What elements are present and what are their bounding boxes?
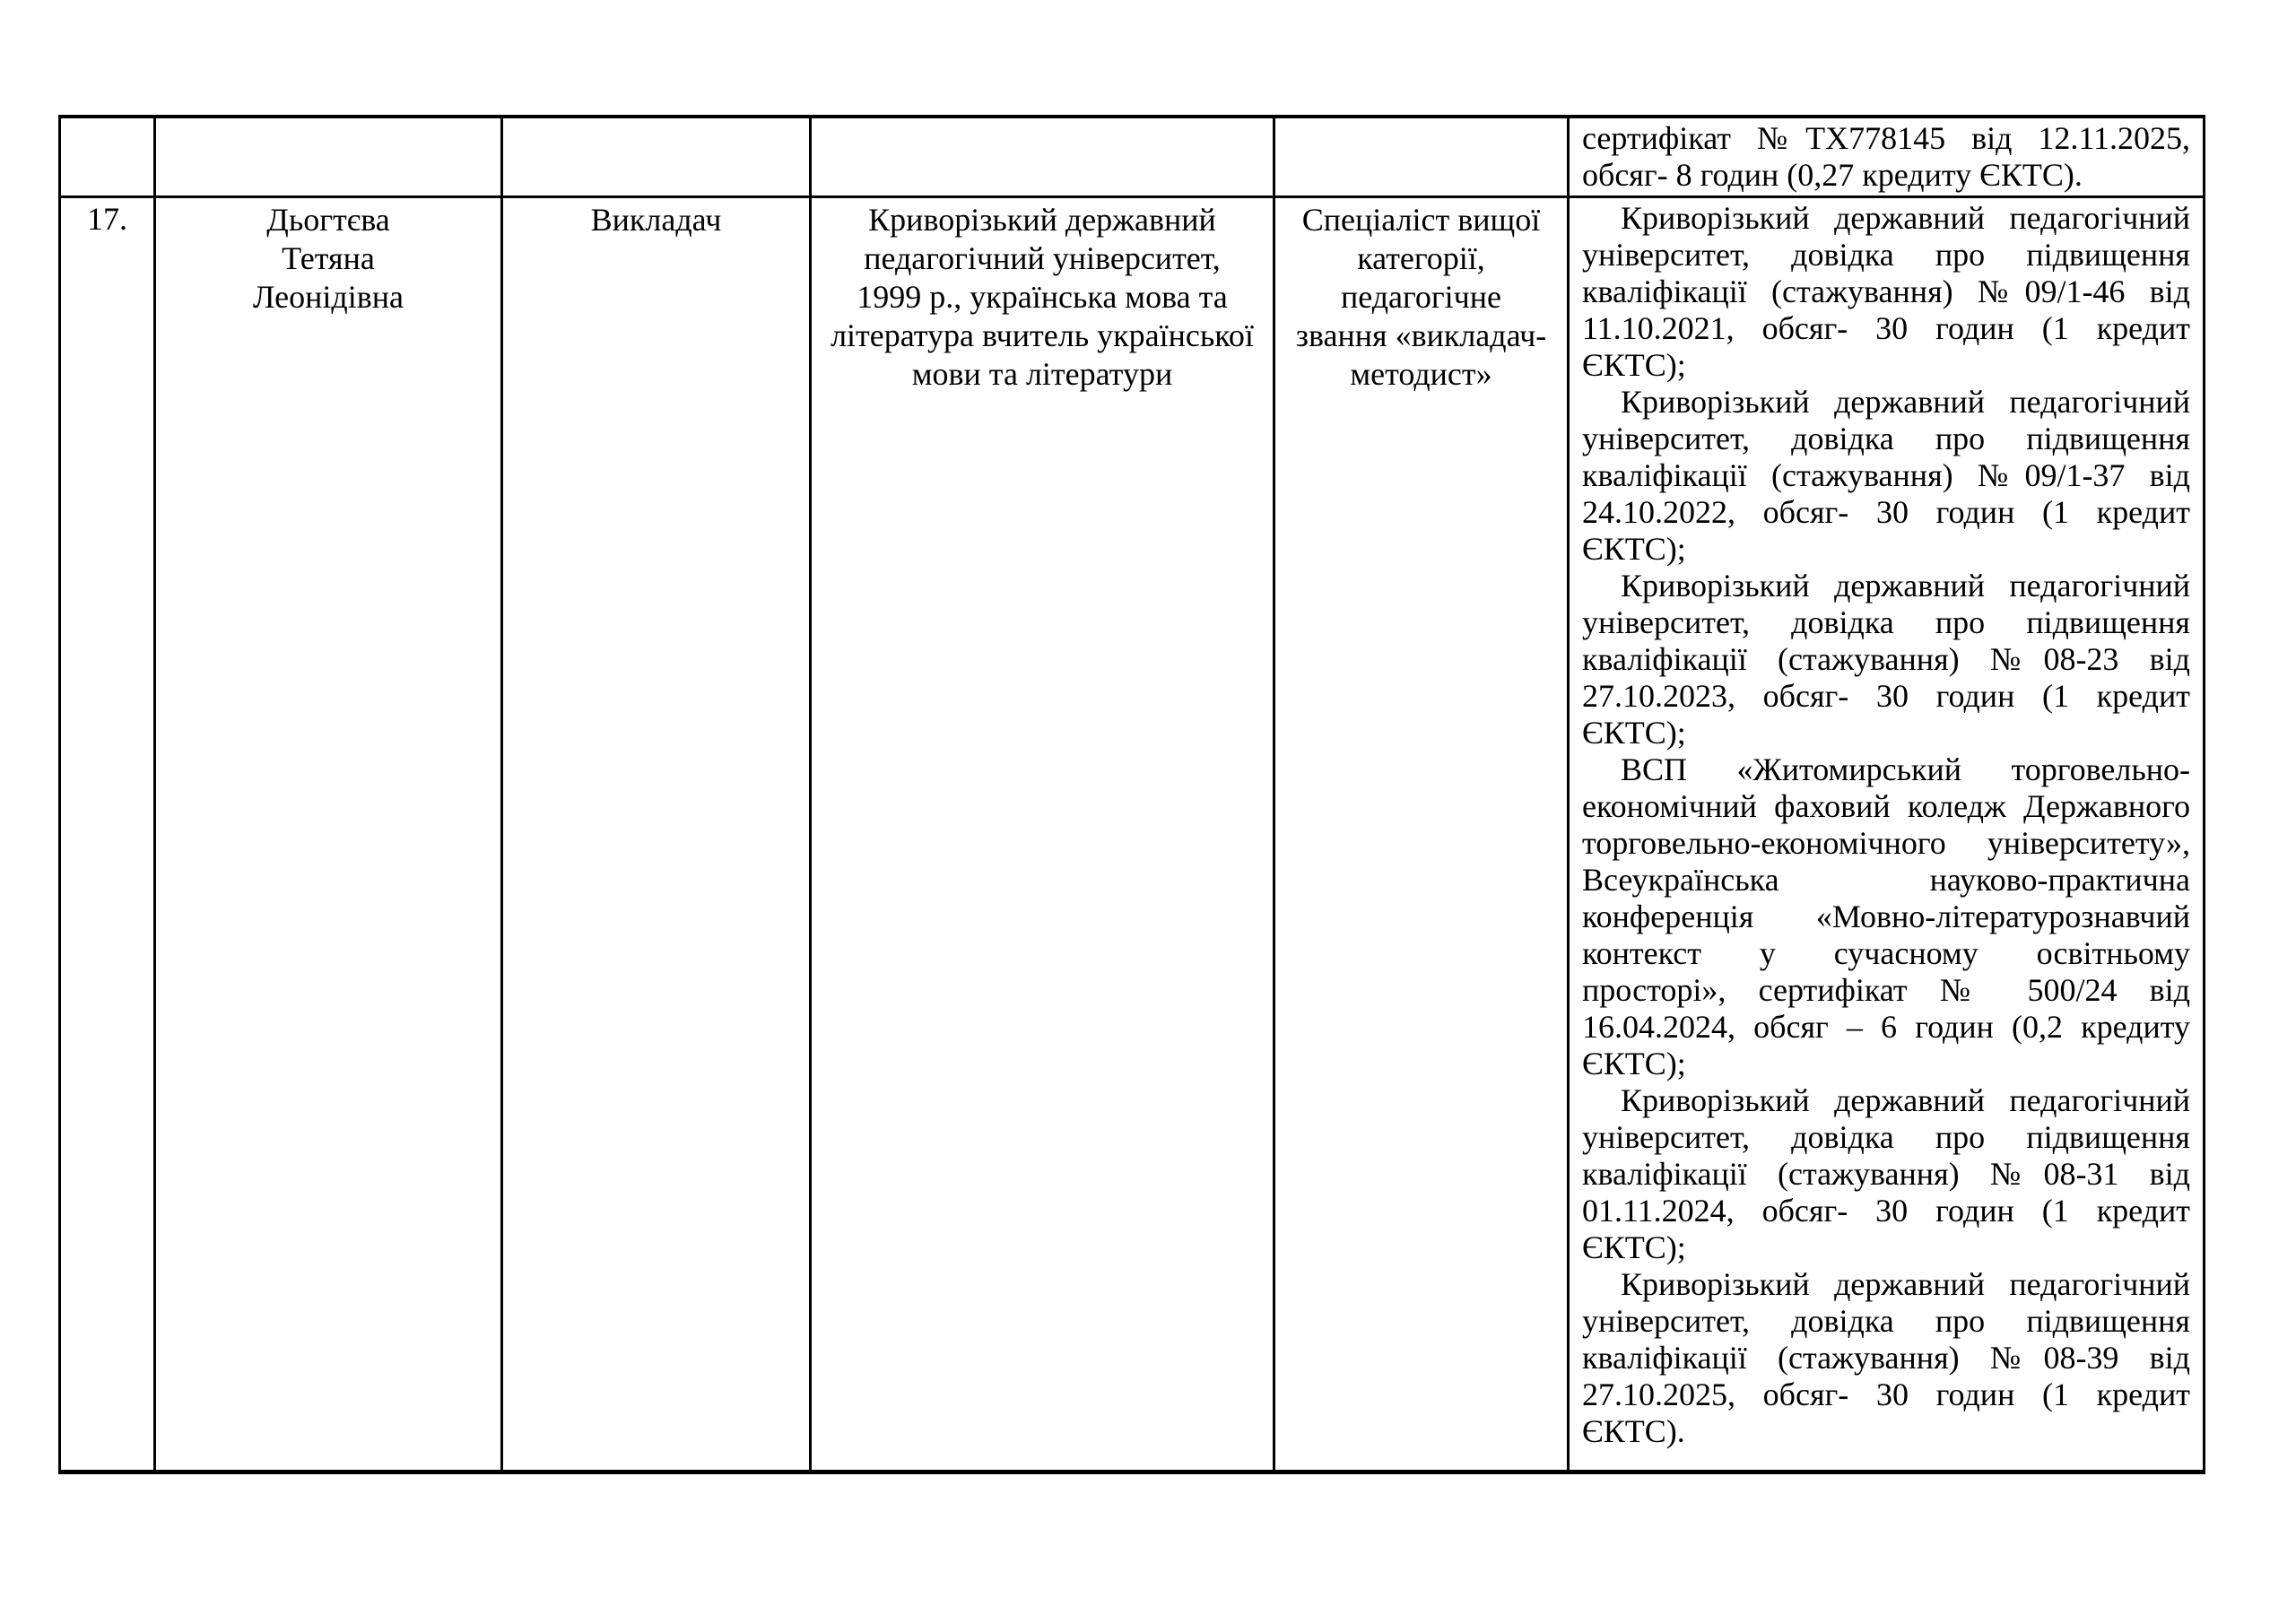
certification-paragraph: Криворізький державний педагогічний університет, довідка про підвищення кваліфікації (стажування) №09/1-46 від 11.10.2021, обсяг- 30 годин (1 кредит ЄКТС); — [1582, 200, 2190, 383]
text-line: звання «викладач- — [1295, 317, 1547, 353]
text-line: 1999 р., українська мова та — [857, 279, 1228, 315]
position-cell — [502, 197, 811, 1472]
text-line: література вчитель української — [831, 317, 1254, 353]
text-line: Тетяна — [282, 240, 375, 276]
qualification-table — [58, 115, 2205, 1474]
certifications-cell — [1569, 197, 2205, 1472]
certification-paragraph: Криворізький державний педагогічний університет, довідка про підвищення кваліфікації (стажування) №08-31 від 01.11.2024, обсяг- 30 годин (1 кредит ЄКТС); — [1582, 1082, 2190, 1265]
text-line: Дьогтєва — [266, 202, 390, 238]
certification-paragraph: ВСП «Житомирський торговельно-економічний фаховий коледж Державного торговельно-економічного університету», Всеукраїнська науково-практична конференція «Мовно-літературознавчий контекст у сучасному освітньому просторі», сертифікат № 500/24 від 16.04.2024, обсяг – 6 годин (0,2 кредиту ЄКТС); — [1582, 751, 2190, 1081]
education-cell — [811, 197, 1274, 1472]
text-line: мови та літератури — [911, 356, 1173, 392]
text-line: методист» — [1350, 356, 1492, 392]
education-cell-empty — [811, 117, 1274, 197]
table-row-continuation — [60, 117, 2205, 197]
text-line: Спеціаліст вищої — [1301, 202, 1541, 238]
name-cell — [155, 197, 502, 1472]
text-line: педагогічний університет, — [864, 240, 1221, 276]
certification-continuation-cell — [1569, 117, 2205, 197]
certification-paragraph: Криворізький державний педагогічний університет, довідка про підвищення кваліфікації (стажування) №08-23 від 27.10.2023, обсяг- 30 годин (1 кредит ЄКТС); — [1582, 568, 2190, 751]
category-cell-empty — [1274, 117, 1569, 197]
row-number-cell — [60, 197, 155, 1472]
text-line: категорії, — [1357, 240, 1485, 276]
text-line: Леонідівна — [253, 279, 404, 315]
row-number: 17. — [87, 201, 127, 237]
certification-paragraph: Криворізький державний педагогічний університет, довідка про підвищення кваліфікації (стажування) №09/1-37 від 24.10.2022, обсяг- 30 годин (1 кредит ЄКТС); — [1582, 384, 2190, 567]
position-cell-empty — [502, 117, 811, 197]
name-cell-empty — [155, 117, 502, 197]
position-label: Викладач — [590, 202, 722, 238]
category-cell — [1274, 197, 1569, 1472]
table-row — [60, 197, 2205, 1472]
text-line: сертифікат №ТХ778145 від 12.11.2025, — [1582, 120, 2190, 156]
text-line: педагогічне — [1340, 279, 1502, 315]
row-number-cell-empty — [60, 117, 155, 197]
text-line: обсяг- 8 годин (0,27 кредиту ЄКТС). — [1582, 157, 2083, 193]
certification-paragraph: Криворізький державний педагогічний університет, довідка про підвищення кваліфікації (стажування) №08-39 від 27.10.2025, обсяг- 30 годин (1 кредит ЄКТС). — [1582, 1266, 2190, 1449]
text-line: Криворізький державний — [868, 202, 1216, 238]
